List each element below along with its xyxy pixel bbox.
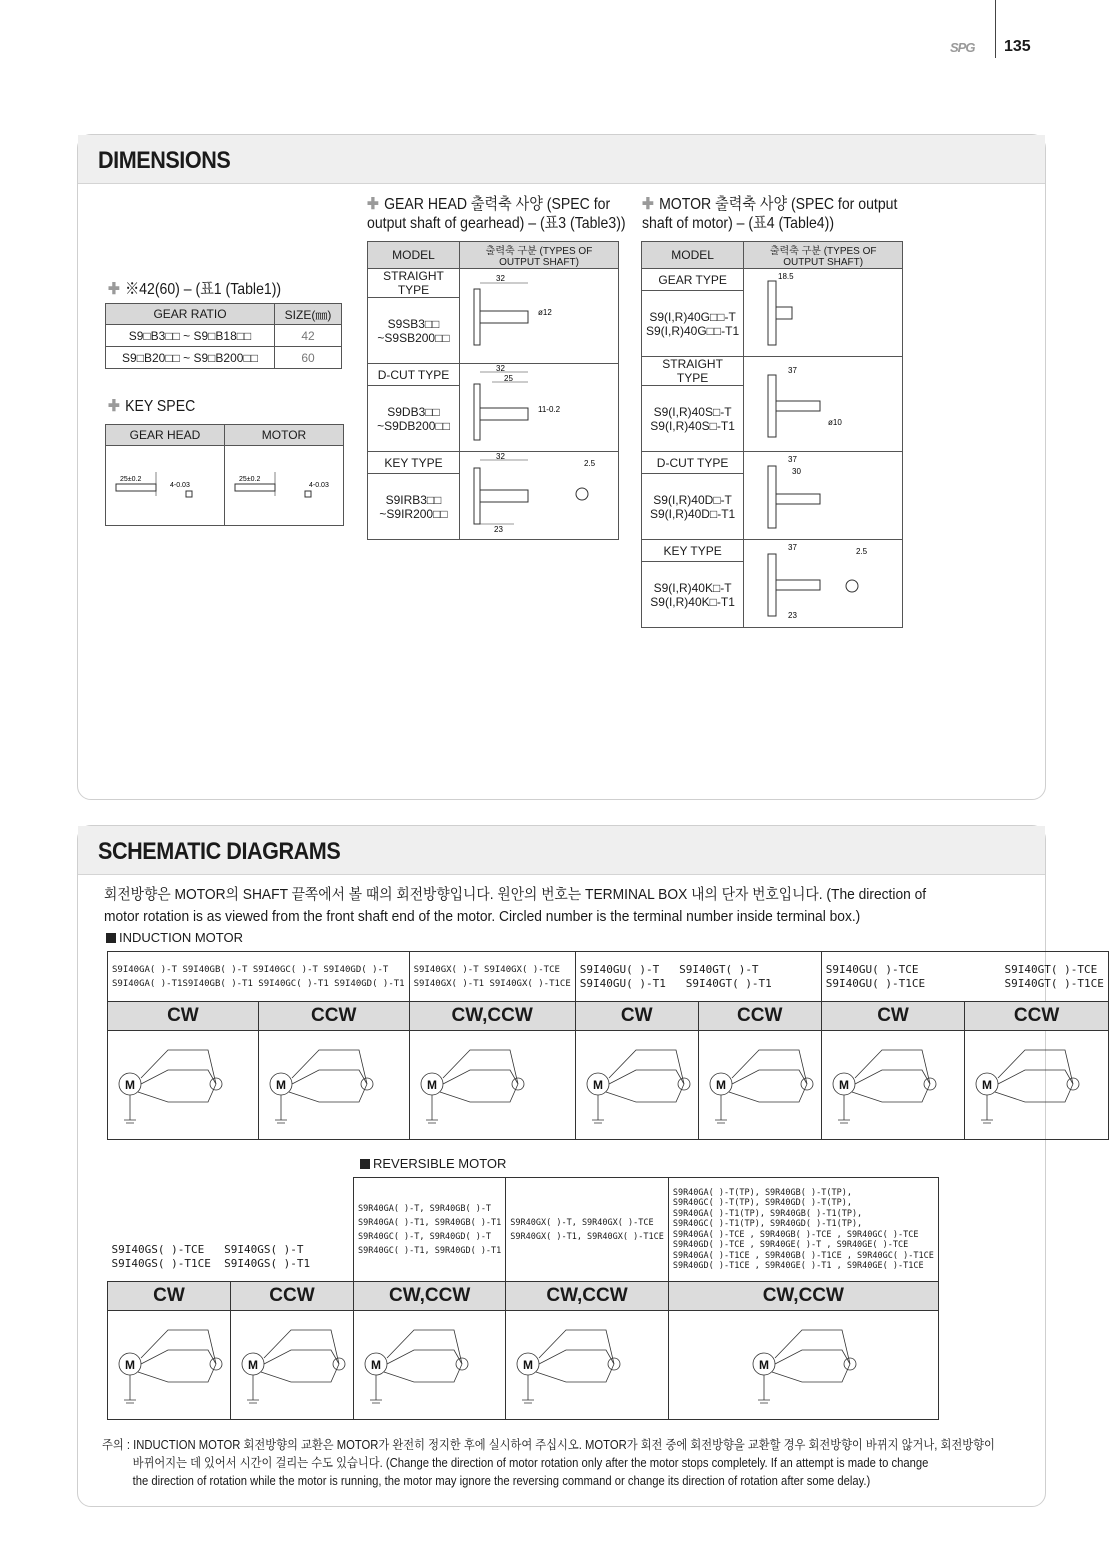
shaft-drawing	[748, 271, 898, 351]
wire	[443, 1050, 518, 1084]
model-line: S9SB3□□	[387, 316, 440, 331]
table1-caption	[108, 276, 281, 299]
earth-icon	[124, 1095, 136, 1123]
col-gear-ratio: GEAR RATIO	[106, 304, 275, 325]
dcut-shaft-drawing	[744, 452, 903, 540]
schematic-panel	[77, 825, 1104, 1507]
wiring-diagram	[410, 1032, 532, 1136]
model-list: S9R40GX( )-T, S9R40GX( )-TCE S9R40GX( )-T1, S9R40GX( )-T1CE	[506, 1178, 669, 1282]
shaft-type-label: STRAIGHT TYPE	[368, 269, 460, 298]
wire	[141, 1350, 216, 1364]
table3-caption	[367, 195, 626, 233]
model-cell	[368, 386, 460, 452]
plus-icon: ✚	[367, 196, 379, 213]
motor-label: M	[715, 1077, 726, 1092]
wire	[772, 1364, 850, 1382]
wire	[609, 1050, 684, 1084]
wire	[387, 1350, 462, 1364]
model-cell	[642, 291, 744, 357]
wire	[443, 1070, 518, 1084]
wire	[775, 1350, 850, 1364]
schematic-title: SCHEMATIC DIAGRAMS	[98, 838, 341, 865]
straight-shaft-drawing	[460, 269, 619, 364]
wire	[141, 1070, 216, 1084]
shaft-drawing	[748, 454, 898, 534]
shaft-drawing	[464, 454, 614, 534]
model-line: S9IRB3□□	[385, 492, 442, 507]
wire	[732, 1070, 807, 1084]
intro-line: 회전방향은 MOTOR의 SHAFT 끝쪽에서 볼 때의 회전방향입니다. 원안의 번호는 TERMINAL BOX 내의 단자 번호입니다. (The direction of	[104, 886, 927, 903]
model-line: S9(I,R)40S□-T1	[650, 418, 735, 433]
motor-label: M	[248, 1357, 258, 1372]
dimensions-panel	[77, 134, 1046, 800]
col-model: MODEL	[368, 242, 460, 269]
wire	[729, 1084, 807, 1102]
svg-text:23: 23	[494, 525, 503, 534]
table4-caption-line2: shaft of motor) – (표4 (Table4))	[642, 215, 835, 232]
wire	[775, 1330, 850, 1364]
table-cell: S9□B3□□ ~ S9□B18□□	[106, 325, 275, 347]
key-spec-caption	[108, 396, 195, 416]
wiring-diagram	[576, 1032, 698, 1136]
motor-label: M	[523, 1357, 534, 1372]
plus-icon: ✚	[642, 196, 654, 213]
svg-text:ø12: ø12	[538, 307, 552, 317]
dcut-shaft-drawing	[460, 364, 619, 452]
table4-caption	[642, 195, 897, 233]
model-list: S9I40GU( )-TCE S9I40GT( )-TCE S9I40GU( )-T1CE S9I40GT( )-T1CE	[821, 952, 1108, 1002]
shaft-type-label: GEAR TYPE	[642, 269, 744, 291]
note-line: INDUCTION MOTOR 회전방향의 교환은 MOTOR가 완전히 정지한 후에 실시하여 주십시오. MOTOR가 회전 중에 회전방향을 교환할 경우 회전방향이 바뀌지 않거나, 회전방향이	[133, 1438, 995, 1452]
direction-label: CW	[108, 1282, 231, 1311]
direction-label: CCW	[231, 1282, 354, 1311]
earth-icon	[715, 1095, 727, 1123]
earth-icon	[247, 1375, 259, 1403]
wiring-diagram	[965, 1032, 1087, 1136]
induction-motor-table	[107, 951, 1109, 1140]
reversible-motor-table	[107, 1177, 939, 1420]
square-bullet-icon	[360, 1159, 370, 1169]
note-prefix: 주의 :	[102, 1438, 130, 1452]
motor-label: M	[838, 1077, 849, 1092]
reversible-label-text: REVERSIBLE MOTOR	[373, 1156, 507, 1171]
model-line: ~S9DB200□□	[377, 418, 450, 433]
key-spec-table	[105, 424, 344, 526]
col-gear-head: GEAR HEAD	[106, 425, 225, 446]
motor-label: M	[426, 1077, 437, 1092]
wiring-diagram-cell	[231, 1311, 354, 1420]
shaft-drawing	[748, 363, 898, 443]
svg-text:25±0.2: 25±0.2	[120, 476, 142, 483]
svg-text:32: 32	[496, 364, 505, 373]
schematic-intro	[104, 884, 926, 928]
wire	[264, 1330, 339, 1364]
brand-logo: SPG	[950, 40, 975, 55]
gearhead-shaft-table	[367, 241, 619, 540]
wire	[289, 1084, 367, 1102]
earth-icon	[275, 1095, 287, 1123]
model-cell	[368, 474, 460, 540]
wiring-diagram	[822, 1032, 944, 1136]
svg-text:37: 37	[788, 365, 798, 375]
wire	[261, 1364, 339, 1382]
svg-text:32: 32	[496, 273, 505, 283]
note-line: the direction of rotation while the motor is running, the motor may ignore the reversing command or change its direction of rotation after some delay.)	[132, 1474, 871, 1488]
table-cell: 42	[275, 325, 342, 347]
caution-note	[102, 1436, 1032, 1490]
intro-line: motor rotation is as viewed from the front shaft end of the motor. Circled number is the terminal number inside terminal box.)	[104, 908, 861, 925]
model-list: S9I40GA( )-T S9I40GB( )-T S9I40GC( )-T S9I40GD( )-T S9I40GA( )-T1S9I40GB( )-T1 S9I40GC( )-T1 S9I40GD( )-T1	[108, 952, 410, 1002]
wiring-diagram	[259, 1032, 381, 1136]
gear-ratio-table	[105, 303, 342, 369]
wire	[292, 1070, 367, 1084]
wire	[995, 1084, 1073, 1102]
motor-label: M	[125, 1077, 135, 1092]
wiring-diagram	[108, 1312, 230, 1416]
svg-text:2.5: 2.5	[856, 547, 868, 556]
wiring-diagram	[231, 1312, 353, 1416]
wire	[606, 1084, 684, 1102]
table3-caption-line2: output shaft of gearhead) – (표3 (Table3))	[367, 215, 626, 232]
earth-icon	[370, 1375, 382, 1403]
model-line: S9(I,R)40S□-T	[653, 404, 732, 419]
earth-icon	[592, 1095, 604, 1123]
induction-label	[106, 930, 243, 945]
wire	[536, 1364, 614, 1382]
gear-shaft-drawing	[744, 269, 903, 357]
plus-icon: ✚	[108, 281, 120, 298]
wiring-diagram	[506, 1312, 628, 1416]
model-line: S9(I,R)40D□-T	[653, 492, 732, 507]
straight-shaft-drawing	[744, 357, 903, 452]
table3-caption-line1: GEAR HEAD 출력축 사양 (SPEC for	[384, 196, 611, 213]
direction-label: CW,CCW	[668, 1282, 938, 1311]
svg-text:32: 32	[496, 452, 505, 461]
wire	[384, 1364, 462, 1382]
wire	[609, 1070, 684, 1084]
direction-label: CCW	[258, 1002, 409, 1031]
square-bullet-icon	[106, 933, 116, 943]
model-line: S9(I,R)40K□-T	[653, 580, 732, 595]
svg-text:2.5: 2.5	[584, 459, 596, 468]
svg-text:30: 30	[792, 467, 802, 476]
page-number: 135	[1004, 38, 1031, 55]
svg-text:25±0.2: 25±0.2	[239, 476, 261, 483]
wire	[998, 1050, 1073, 1084]
earth-icon	[981, 1095, 993, 1123]
motor-label: M	[371, 1357, 381, 1372]
model-list: S9I40GS( )-TCE S9I40GS( )-T S9I40GS( )-T1CE S9I40GS( )-T1	[108, 1178, 354, 1282]
svg-text:37: 37	[788, 543, 798, 552]
wiring-diagram-cell	[821, 1031, 965, 1140]
svg-text:18.5: 18.5	[778, 272, 794, 281]
wiring-diagram-cell	[108, 1311, 231, 1420]
direction-label: CW	[575, 1002, 698, 1031]
shaft-drawing	[748, 542, 898, 622]
wiring-diagram-cell	[409, 1031, 575, 1140]
model-line: S9(I,R)40G□□-T	[649, 309, 736, 324]
direction-label: CW	[821, 1002, 965, 1031]
col-size: SIZE(㎜)	[275, 304, 342, 325]
svg-text:11-0.2: 11-0.2	[538, 405, 561, 414]
key-spec-caption-text: KEY SPEC	[125, 398, 196, 415]
key-shaft-drawing	[460, 452, 619, 540]
svg-text:ø10: ø10	[828, 417, 842, 427]
col-shaft-type: 출력축 구분 (TYPES OF OUTPUT SHAFT)	[744, 242, 903, 269]
wiring-diagram-cell	[965, 1031, 1109, 1140]
model-cell	[368, 298, 460, 364]
svg-text:4-0.03: 4-0.03	[309, 482, 329, 489]
model-cell	[642, 474, 744, 540]
reversible-label	[360, 1156, 506, 1171]
wiring-diagram	[108, 1032, 230, 1136]
shaft-type-label: KEY TYPE	[642, 540, 744, 562]
table-cell: 60	[275, 347, 342, 369]
earth-icon	[426, 1095, 438, 1123]
col-shaft-type: 출력축 구분 (TYPES OF OUTPUT SHAFT)	[460, 242, 619, 269]
model-line: S9DB3□□	[387, 404, 440, 419]
key-drawing	[110, 454, 220, 514]
model-cell	[642, 562, 744, 628]
key-shaft-drawing	[744, 540, 903, 628]
direction-label: CW,CCW	[409, 1002, 575, 1031]
wire	[141, 1050, 216, 1084]
model-line: S9(I,R)40D□-T1	[649, 506, 736, 521]
shaft-drawing	[464, 366, 614, 446]
wire	[998, 1070, 1073, 1084]
model-line: S9(I,R)40G□□-T1	[646, 323, 740, 338]
table1-caption-text: ※42(60) – (표1 (Table1))	[125, 281, 282, 298]
model-list: S9I40GX( )-T S9I40GX( )-TCE S9I40GX( )-T1 S9I40GX( )-T1CE	[409, 952, 575, 1002]
svg-text:4-0.03: 4-0.03	[170, 482, 190, 489]
shaft-type-label: KEY TYPE	[368, 452, 460, 474]
wiring-diagram-cell	[575, 1031, 698, 1140]
induction-label-text: INDUCTION MOTOR	[119, 930, 243, 945]
plus-icon: ✚	[108, 398, 120, 415]
model-list: S9R40GA( )-T(TP), S9R40GB( )-T(TP), S9R40GC( )-T(TP), S9R40GD( )-T(TP), S9R40GA( )-T1(TP), S9R40GB( )-T1(TP), S9R40GC( )-T1(TP), S9R40GD( )-T1(TP), S9R40GA( )-TCE , S9R40GB( )-TCE , S9R40GC( )-TCE S9R40GD( )-TCE , S9R40GE( )-T , S9R40GE( )-TCE S9R40GA( )-T1CE , S9R40GB( )-T1CE , S9R40GC( )-T1CE S9R40GD( )-T1CE , S9R40GE( )-T1 , S9R40GE( )-T1CE	[668, 1178, 938, 1282]
shaft-type-label: STRAIGHT TYPE	[642, 357, 744, 386]
direction-label: CW,CCW	[506, 1282, 669, 1311]
wire	[855, 1070, 930, 1084]
direction-label: CCW	[965, 1002, 1109, 1031]
earth-icon	[522, 1375, 534, 1403]
direction-label: CW	[108, 1002, 259, 1031]
wiring-diagram-cell	[698, 1031, 821, 1140]
table4-caption-line1: MOTOR 출력축 사양 (SPEC for output	[659, 196, 898, 213]
wire	[138, 1364, 216, 1382]
wire	[539, 1350, 614, 1364]
wiring-diagram-cell	[258, 1031, 409, 1140]
table-cell: S9□B20□□ ~ S9□B200□□	[106, 347, 275, 369]
wiring-diagram	[742, 1312, 864, 1416]
direction-label: CCW	[698, 1002, 821, 1031]
key-drawing	[229, 454, 339, 514]
wiring-diagram	[699, 1032, 821, 1136]
motor-shaft-table	[641, 241, 903, 628]
wire	[292, 1050, 367, 1084]
wire	[141, 1330, 216, 1364]
model-list: S9I40GU( )-T S9I40GT( )-T S9I40GU( )-T1 S9I40GT( )-T1	[575, 952, 821, 1002]
wire	[440, 1084, 518, 1102]
earth-icon	[124, 1375, 136, 1403]
wiring-diagram-cell	[668, 1311, 938, 1420]
motor-label: M	[759, 1357, 770, 1372]
model-cell	[642, 386, 744, 452]
model-line: ~S9SB200□□	[377, 330, 450, 345]
wire	[138, 1084, 216, 1102]
earth-icon	[838, 1095, 850, 1123]
wiring-diagram-cell	[506, 1311, 669, 1420]
svg-text:25: 25	[504, 374, 513, 383]
model-line: ~S9IR200□□	[379, 506, 448, 521]
shaft-type-label: D-CUT TYPE	[642, 452, 744, 474]
dimensions-title: DIMENSIONS	[98, 147, 231, 174]
wire	[264, 1350, 339, 1364]
wire	[387, 1330, 462, 1364]
model-line: S9(I,R)40K□-T1	[650, 594, 735, 609]
motor-label: M	[275, 1077, 286, 1092]
col-motor: MOTOR	[225, 425, 344, 446]
wiring-diagram-cell	[108, 1031, 259, 1140]
col-model: MODEL	[642, 242, 744, 269]
motor-label: M	[125, 1357, 135, 1372]
wire	[852, 1084, 930, 1102]
shaft-type-label: D-CUT TYPE	[368, 364, 460, 386]
direction-label: CW,CCW	[354, 1282, 506, 1311]
model-list: S9R40GA( )-T, S9R40GB( )-T S9R40GA( )-T1, S9R40GB( )-T1 S9R40GC( )-T, S9R40GD( )-T S9R40GC( )-T1, S9R40GD( )-T1	[354, 1178, 506, 1282]
note-line: 바뀌어지는 데 있어서 시간이 걸리는 수도 있습니다. (Change the direction of motor rotation only after the motor stops completely. If an attempt is made to change	[132, 1456, 929, 1470]
motor-label: M	[592, 1077, 603, 1092]
key-drawing-gear-head	[106, 446, 225, 526]
shaft-drawing	[464, 275, 614, 355]
svg-text:23: 23	[788, 611, 798, 620]
header-divider	[995, 0, 996, 58]
wire	[732, 1050, 807, 1084]
motor-label: M	[982, 1077, 993, 1092]
svg-text:37: 37	[788, 455, 798, 464]
earth-icon	[758, 1375, 770, 1403]
wiring-diagram	[354, 1312, 476, 1416]
wire	[539, 1330, 614, 1364]
wire	[855, 1050, 930, 1084]
wiring-diagram-cell	[354, 1311, 506, 1420]
key-drawing-motor	[225, 446, 344, 526]
